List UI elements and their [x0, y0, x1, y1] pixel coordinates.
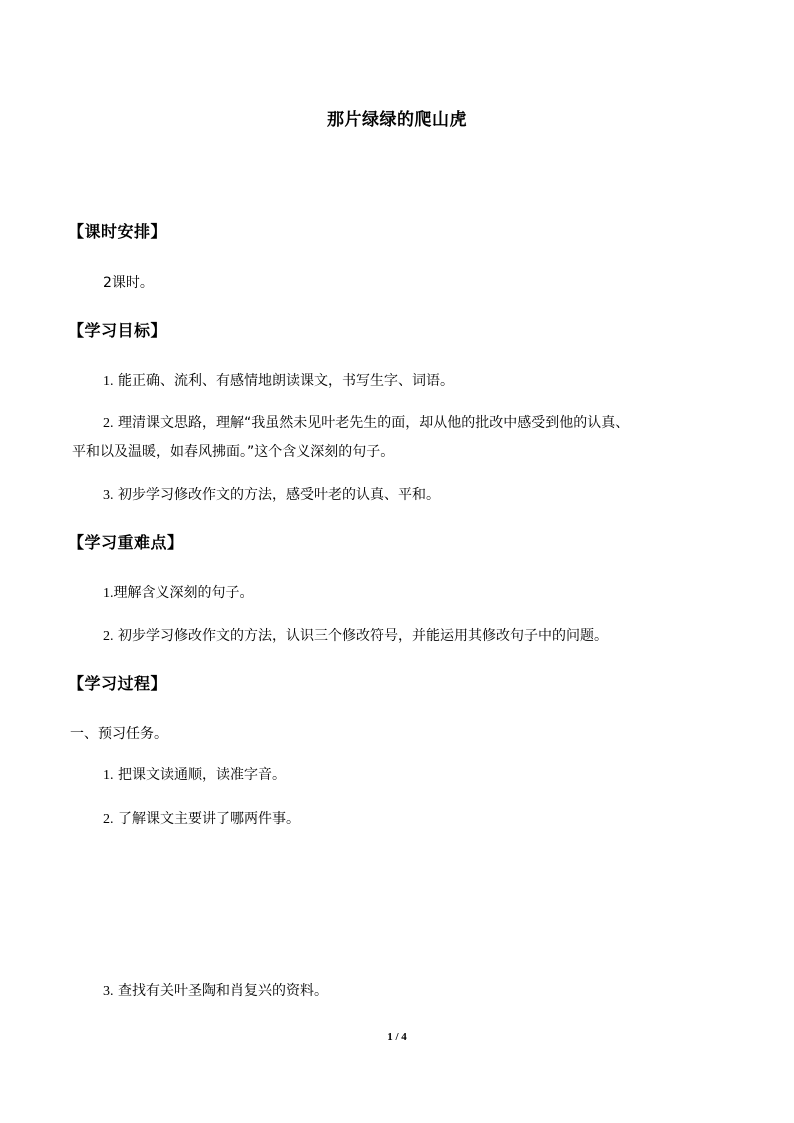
key-point-item-2-number: 2.	[103, 629, 114, 644]
process-item-3-text: 查找有关叶圣陶和肖复兴的资料。	[117, 983, 328, 999]
page-number: 1 / 4	[387, 1031, 407, 1043]
process-item-3-number: 3.	[103, 984, 114, 999]
goal-item-3-number: 3.	[103, 488, 114, 503]
process-item-1	[103, 768, 286, 783]
goal-item-2	[103, 416, 629, 431]
key-point-item-2	[103, 629, 608, 644]
process-item-1-number: 1.	[103, 768, 114, 783]
goal-item-2-continued	[72, 445, 394, 459]
process-item-2-number: 2.	[103, 812, 114, 827]
schedule-text-value: 2课时。	[103, 275, 154, 291]
page-title: 那片绿绿的爬山虎	[327, 110, 467, 130]
key-point-item-2-text: 初步学习修改作文的方法，认识三个修改符号，并能运用其修改句子中的问题。	[117, 628, 608, 644]
key-point-item-1-text: 理解含义深刻的句子。	[113, 585, 254, 601]
process-item-2-text: 了解课文主要讲了哪两件事。	[117, 811, 300, 827]
goal-item-2-text-cont: 平和以及温暖，如春风拂面。”这个含义深刻的句子。	[72, 444, 395, 460]
goal-item-1	[103, 374, 454, 389]
section-heading-process: 【学习过程】	[68, 674, 168, 693]
goal-item-3	[103, 488, 440, 503]
process-item-1-text: 把课文读通顺，读准字音。	[117, 767, 286, 783]
goal-item-2-text: 理清课文思路，理解“我虽然未见叶老先生的面，却从他的批改中感受到他的认真、	[117, 415, 630, 431]
process-item-3	[103, 984, 328, 999]
goal-item-3-text: 初步学习修改作文的方法，感受叶老的认真、平和。	[117, 487, 440, 503]
goal-item-1-number: 1.	[103, 374, 114, 389]
section-heading-key-points: 【学习重难点】	[68, 533, 184, 552]
key-point-item-1	[103, 586, 254, 601]
goal-item-1-text: 能正确、流利、有感情地朗读课文，书写生字、词语。	[117, 373, 454, 389]
key-point-item-1-number: 1.	[103, 586, 114, 601]
process-subheading: 一、预习任务。	[70, 726, 168, 742]
process-item-2	[103, 812, 300, 827]
section-heading-goals: 【学习目标】	[68, 321, 168, 340]
section-heading-schedule: 【课时安排】	[68, 222, 168, 241]
goal-item-2-number: 2.	[103, 416, 114, 431]
schedule-text	[103, 276, 154, 290]
